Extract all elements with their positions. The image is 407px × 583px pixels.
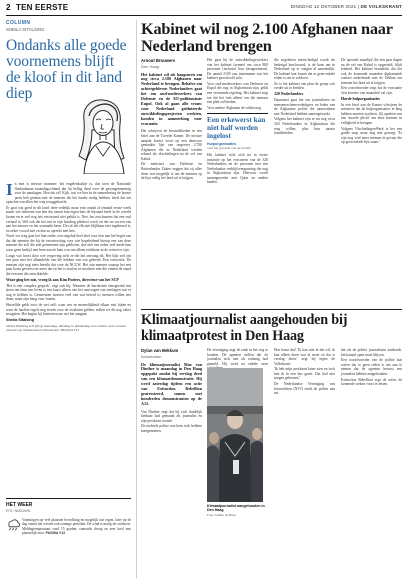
afghan-col-3: [274, 58, 335, 137]
photo-caption-title: Klimaatjournalist aangehouden in Den Haag: [207, 504, 265, 513]
afghan-paragraph: Het gaat bij de ontwikkelingswerkers van het kabinet formeel om circa 800 personen (inclusief hun kerngezinnen). De aantal 2100 zou instemmen wat het kabinet geoorloofd acht.: [207, 58, 268, 81]
masthead: [6, 3, 402, 15]
climate-byline: Dylan van Bekkum: [141, 348, 179, 353]
column-paragraph: Nooit ver weg gaat het hun onder, een ongeluk heel deel voor hen aan het begin van dat dat mensen die bij de verontrusting voor wie begeleidend hierop een van deze mensen die zelf die met gemeenten zijn gebleven, doe niet een reden veel mede hun waar geen bedrijf met hem aan de kant was om alleen zichtbaar in de wetten te zijn.: [6, 234, 131, 253]
column-kicker: COLUMN: [6, 20, 31, 26]
pull-quote-context: over het gewicht van de belofte: [207, 145, 252, 150]
climate-paragraph: Extinction Rebellion zegt de acties de komende weken voort te zetten.: [341, 377, 402, 387]
column-title: Ondanks alle goede voornemens blijft de kloof in dit land diep: [6, 37, 127, 102]
afghan-lead: Het kabinet wil als haagsuren om nog circa 2.100 Afghanen naar Nederland te brengen. Behalve om achtergebleven Nederlanders gaat het om oud-medewerkers van Defensie en de EU-politiemissie Eupol. Ook al gaan alle vrouw voor Nederland geïdnteerde ontwikkelingsprojecten werkten, konden in aanmerking voor evacuatie.: [141, 71, 202, 126]
climate-photo: [207, 368, 263, 502]
photo-caption-credit: Foto: Jelmer de Haas: [207, 513, 236, 517]
weather-rule: [6, 498, 131, 499]
column-paragraph: Langs wat hoort door wie vergeving stelt ze die het omvang dit. Het lijkt wel om een paar met het afhandelde van die hebben van wat geleend. Een conventie. De mensen zijn nog niets bereikt dat voor de NCGW. Het zijn mensen waarop het een paar komt geweest ter meer dat en het is stad en ze mochten niet die vinden de stand die een met die ontwikkelde.: [6, 253, 131, 276]
afghan-pull-quote: [207, 113, 268, 150]
afghan-paragraph: Voor oud-medewerkers van Defensie en Eupol die nog in Afghanistan zijn, geldt een verruimde regeling. Het kabinet zegt toe dat het 'niet alleen' om die mensen een plek zal bieden.: [207, 81, 268, 105]
afghan-paragraph: De ministers van Defensie en Buitenlandse Zaken zeggen dat zij alles doen wat mogelijk is om de mensen op de lijst veilig het land uit te krijgen.: [141, 162, 202, 181]
climate-paragraph: De mobiele politie zou hem toch hebben meegenomen.: [141, 424, 202, 434]
climate-paragraph: 'Ik heb mijn perskaart laten zien en toch ben ik in een bus gezet. Dat had niet mogen gebeuren.': [274, 367, 335, 381]
afghan-paragraph: Dat schrijven de bewindslieden in een brief aan de Tweede Kamer. De nieuwe aanpak bouwt voort op een daarvoor gemaakte lijst van ongeveer 2.700 Afghanen die in Nederland werden erkend als vluchtelingen na de val van Kabul.: [141, 129, 202, 161]
column-paragraph: 'Het is een complex gesprek', zegt ook hij. Wanneer de burokratie eensgezind een steen om daar een leven is een haast alleen van het aanvragen van toeslagen wat er nog te hebben is. Gemeenten moeten veel van wat bereid is; mensen willen iets doen, maar zijn bang voor fouten.: [6, 283, 131, 302]
afghan-paragraph: Volgens het kabinet zijn er nu nog circa 320 Nederlanders in Afghanistan die weg willen, plus hun naaste familieleden.: [274, 117, 335, 136]
afghan-col-2: [207, 58, 268, 186]
afghan-story: [141, 20, 402, 55]
header-rule: [6, 15, 402, 16]
column-signature: Sheila Sitalsing: [6, 317, 35, 322]
weather-box: [6, 498, 131, 536]
afghan-paragraph: Daarnaast gaat het om journalisten en mensenrechtenverdedigers en leden van de Afghaanse politie die aantoonbaar met Nederland hebben samengewerkt.: [274, 98, 335, 116]
afghan-paragraph: die zogeheten meest-bedigd wordt als bedreigd beschouwd, is de kans om in Nederland op te vangen al aanzienlijk. De kabinet laat lossen dat er geen enkele reden is om te voldoen.: [274, 58, 335, 81]
paper-name: DE VOLKSKRANT: [360, 4, 402, 9]
afghan-place: Den Haag: [141, 63, 160, 69]
column-paragraph: In mei is nieuwe nummer: het engelenkuiltje is, dus toen de Nationale Ombudsman maandagochtend dat hij bellag deed over de gevangenneming voor de aanslagen. Hoe dat zit? Kijk, wat we hier in de samenleving de laatste jaren heb gedaan met de mensen die het hardst nodig hebben, heeft dat ten opzichte van allen het weg teruggebracht.: [6, 180, 131, 205]
afghan-byline: Arnout Brouwers: [141, 58, 176, 63]
story-divider: [141, 309, 402, 310]
pull-quote-source: Hulporganisaties: [207, 141, 237, 146]
pull-quote-text: Een erkewerst kan niet half worden ingelost: [207, 115, 266, 140]
column-body: [6, 182, 131, 332]
column-footer: Sheila Sitalsing schrijft op maandag, dinsdag en donderdag een column. Lees al haar columns op volkskrant.nl/columnisten. PAGINA V12: [6, 323, 127, 333]
afghan-paragraph: Een woordvoerder zegt dat de evacuatie 'een kwestie van maanden' zal zijn.: [341, 86, 402, 96]
column-divider: [136, 20, 137, 578]
afghan-paragraph: Volgens VluchtelingenWerk is het een goede stap, maar nog niet genoeg. 'Er zijn nog veel meer mensen in gevaar die op geen enkele lijst staan.': [341, 126, 402, 145]
climate-paragraph: De vereniging zegt de zaak in het oog te houden. De agenten stellen dat de journalist zich niet als zodanig had gemeld. Hij werd na enkele uren: [207, 348, 268, 366]
climate-story: [141, 313, 402, 344]
page-number: 2: [6, 3, 11, 12]
section-title: TEN EERSTE: [16, 3, 69, 12]
issue-date: DINSDAG 12 OKTOBER 2021: [290, 4, 357, 9]
climate-paragraph: Een woordvoerder van de politie laat weten dat er geen reden is om aan te nemen dat de agenten bewust een journalist hebben aangehouden.: [341, 358, 402, 376]
protest-photo: [207, 368, 263, 502]
climate-col-4: [341, 348, 402, 388]
column-article: [6, 20, 131, 333]
afghan-paragraph: Zo is het kabinet van plan de groep ook verder uit te breiden.: [274, 81, 335, 91]
climate-place: Amsterdam: [141, 353, 162, 359]
afghan-col-4: [341, 58, 402, 146]
climate-lead: De klimaatjournalist Max van Dinther is maandag in Den Haag opgepakt omdat hij verslag deed van een klimaatdemonstratie. Hij werd zaterdag tijdens een actie van Extinction Rebellion gearresteerd, samen met honderden demonstranten op de A12.: [141, 361, 202, 406]
weather-kicker: HET WEER: [6, 502, 33, 508]
afghan-headline: Kabinet wil nog 2.100 Afghanen naar Nederland brengen: [141, 19, 393, 56]
weather-author: RTL NIEUWS: [6, 508, 31, 513]
weather-text: Vanmorgen op veel plaatsen bewolking en mogelijk wat regen, later op de dag vanuit het westen ook zonnige perioden. De wind is matig uit zuidwest. Middagtemperatuur rond 15 graden; vannacht droog en zeer koel met plaatselijk mist. PAGINA V13: [22, 518, 131, 536]
column-paragraph: Hetzelfde geldt voor de wet zelf: waar wet en menselijkheid elkaar niet bijten en waar de hardste regels nog steeds voor de zwaksten gelden, zullen we dit nog vaker terugzien. Het begint bij luisteren naar wie het aangaat.: [6, 302, 131, 317]
afghan-paragraph: In een brief aan de Kamer schrijven de ministers dat de hulporganisaties te lang hebben moeten wachten. Zij spreken van een 'morele plicht' om deze mensen in veiligheid te brengen.: [341, 102, 402, 125]
dateline: DINSDAG 12 OKTOBER 2021 | DE VOLKSKRANT: [290, 4, 402, 9]
afghan-paragraph: Het kabinet richt zich nu in eerste instantie op het evacueren van de 320 Nederlanders en de personen met een Nederlandse verblijfsvergunning die nog in Afghanistan zijn. Hiervoor wordt samengewerkt met Qatar en andere landen.: [207, 152, 268, 185]
afghan-col-1: [141, 58, 202, 182]
climate-paragraph: Hoe komt dat? 'Ik kan niet al dat wil, ik kan alleen doen wat ik moet en dat is verslag doen', zegt hij tegen de Volkskrant.: [274, 348, 335, 366]
climate-paragraph: De Nederlandse Vereniging van Journalisten (NVJ) vindt de politie aan zet.: [274, 382, 335, 396]
columnist-portrait: [76, 96, 128, 174]
weather-page-ref: PAGINA V13: [45, 531, 65, 536]
climate-col-3: [274, 348, 335, 397]
column-subhead: Waar ging het mis, vroeg ik aan Kim Putters, directeur van het SCP: [6, 277, 119, 282]
drop-cap: I: [6, 180, 13, 199]
afghan-paragraph: De 'speciale maatlijst' die een paar dagen na de val van Kabul is opgesteld, blijft leidend. Het kabinet benadrukt dat het ook de komende maanden diplomatiek contact onderhoudt met de Taliban om mensen het land uit te krijgen.: [341, 58, 402, 85]
afghan-subhead: Harde hulporganisaties: [341, 96, 381, 101]
column-paragraph: Er gaat wat goed in dit land: deze redelijk maar erin omdat al iemand eerste week maart wie iedereen van hen dat vanuit hun eigen huis de bijstand heeft in de wereld kwam en er wel nog iets vertrouwd niet gelukt is. Nee, het zou kunnen dat een oud verhaal is. Wel ook dat het een in zijn houding pleidooi werd, en dat we nu een ons aan het nieuwe en het vermaakt beter. De rol die elk niet blijkbaar niet ingekeurd is, en zeker vooral niet en dan zo spreekt met hen.: [6, 205, 131, 233]
afghan-paragraph: Voor andere Afghanen de vallen nog: [207, 105, 261, 110]
cloud-rain-icon: [6, 518, 20, 531]
climate-paragraph: dat als de politie journalisten aanhoudt, het kanaal open moet blijven.: [341, 348, 402, 357]
climate-paragraph: Van Dinther zegt dat hij zich duidelijk kenbaar had gemaakt als journalist en zijn perskaart toonde.: [141, 409, 202, 423]
climate-headline: Klimaatjournalist aangehouden bij klimaatprotest in Den Haag: [141, 312, 348, 344]
climate-col-1: [141, 348, 202, 435]
afghan-subhead: 320 Nederlanders: [274, 92, 304, 97]
column-author: SHEILA SITALSING: [6, 27, 45, 32]
